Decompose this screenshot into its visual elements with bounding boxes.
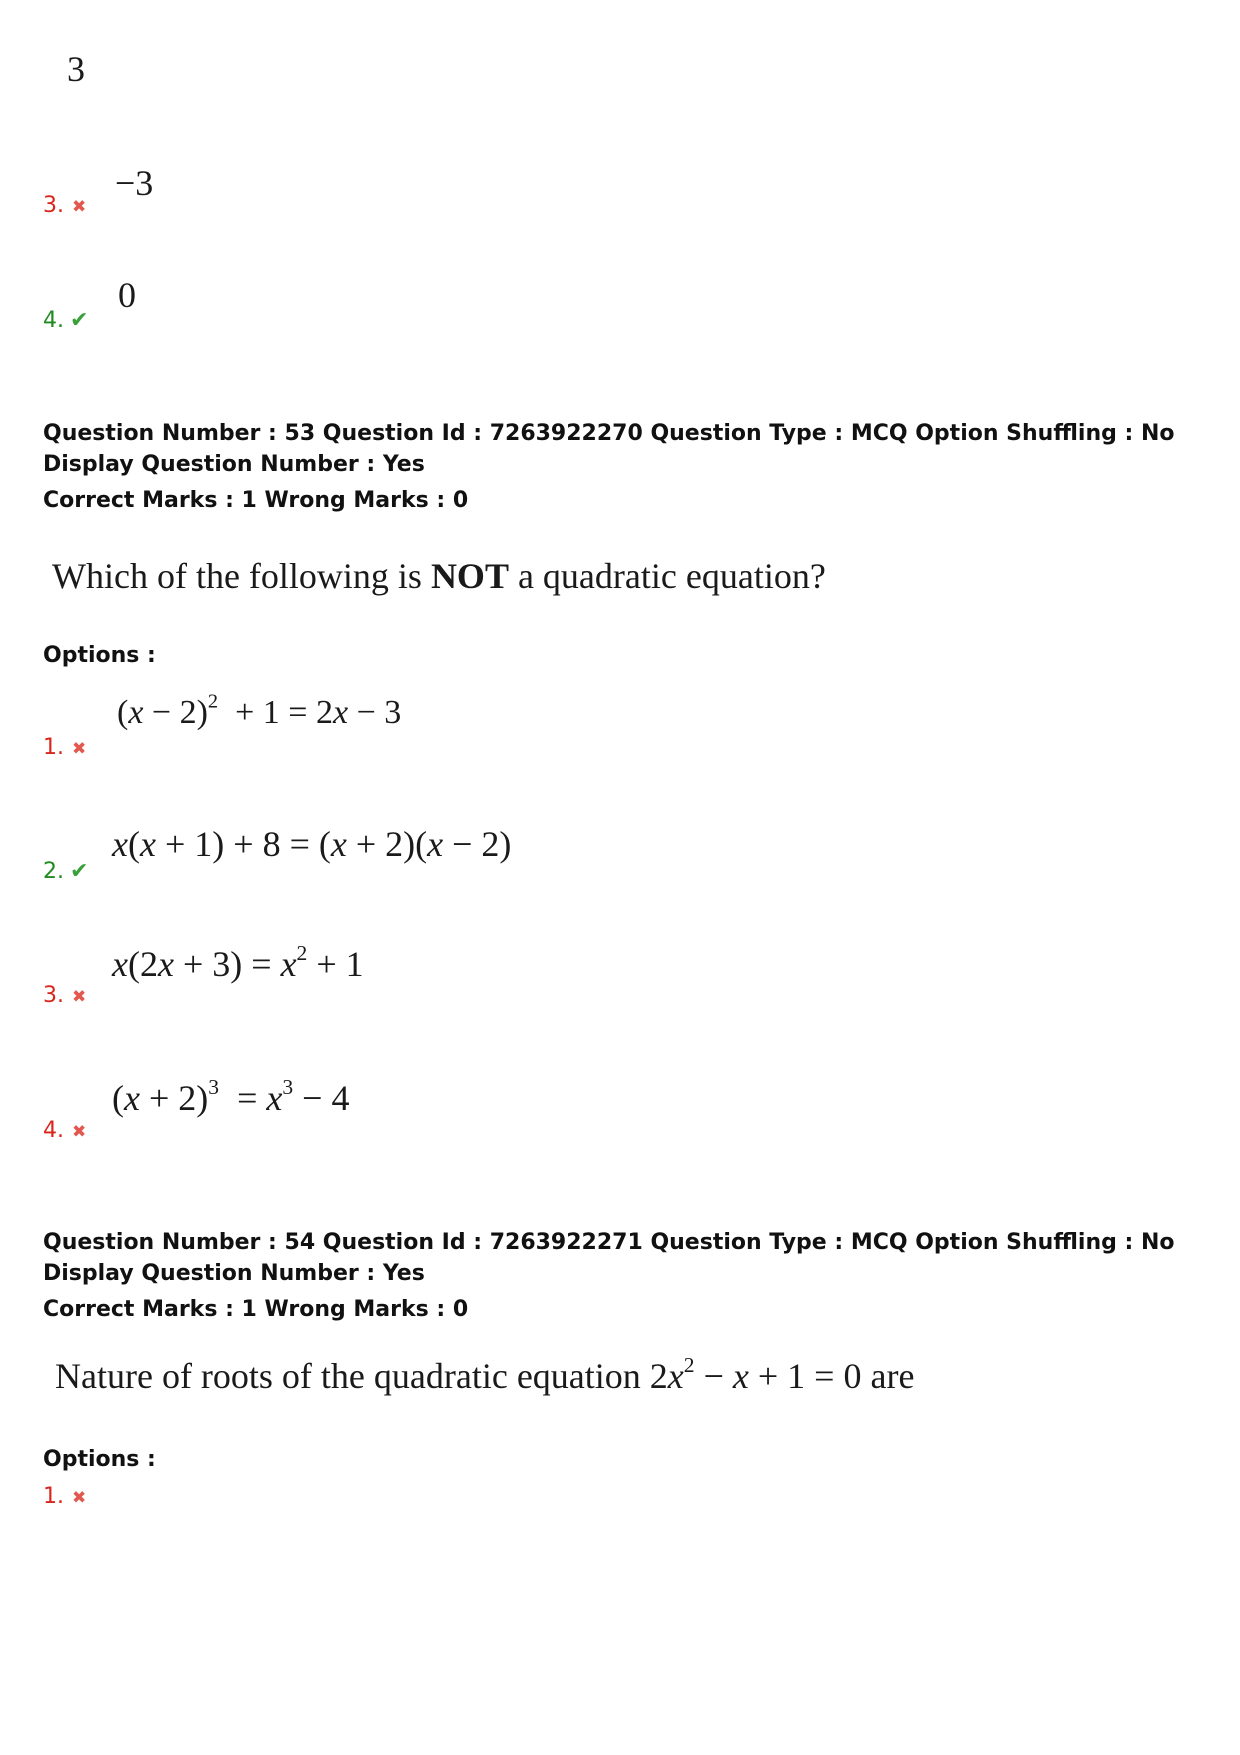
- option-number: 1.: [43, 735, 64, 760]
- option-2-value: 3: [67, 49, 85, 89]
- cross-icon: ✖: [72, 1488, 87, 1508]
- cross-icon: ✖: [72, 739, 87, 759]
- q54-question-text: Nature of roots of the quadratic equation $2x^2 - x + 1 = 0$ are: [55, 1352, 915, 1396]
- q53-meta-line-2: Display Question Number : Yes: [43, 452, 425, 477]
- q54-meta-line-2: Display Question Number : Yes: [43, 1261, 425, 1286]
- q53-option-4-equation: $(x + 2)^3 = x^3 - 4$: [112, 1074, 350, 1118]
- q53-options-label: Options :: [43, 643, 156, 668]
- q53-option-1-marker: [43, 735, 86, 760]
- check-icon: ✔: [70, 859, 89, 884]
- q54-meta-line-1: Question Number : 54 Question Id : 7263922271 Question Type : MCQ Option Shuffling : No: [43, 1230, 1175, 1255]
- option-number: 3.: [43, 983, 64, 1008]
- option-number: 1.: [43, 1484, 64, 1509]
- q54-option-1-marker: [43, 1484, 86, 1509]
- check-icon: ✔: [70, 308, 89, 333]
- q54-meta-line-3: Correct Marks : 1 Wrong Marks : 0: [43, 1297, 469, 1322]
- q54-options-label: Options :: [43, 1447, 156, 1472]
- option-3-value: −3: [115, 163, 154, 203]
- q53-question-text: Which of the following is NOT a quadratic equation?: [52, 556, 826, 596]
- option-number: 2.: [43, 859, 64, 884]
- q53-option-3-marker: [43, 983, 86, 1008]
- option-number: 4.: [43, 308, 64, 333]
- cross-icon: ✖: [72, 197, 87, 217]
- q53-option-4-marker: [43, 1118, 86, 1143]
- q54-equation: $2x^2 - x + 1 = 0$: [649, 1352, 862, 1396]
- q53-meta-line-1: Question Number : 53 Question Id : 7263922270 Question Type : MCQ Option Shuffling : No: [43, 421, 1175, 446]
- option-3-marker: [43, 193, 86, 218]
- cross-icon: ✖: [72, 1122, 87, 1142]
- q53-option-2-equation: x(x + 1) + 8 = (x + 2)(x − 2): [112, 824, 512, 864]
- q53-option-1-equation: $(x - 2)^2 + 1 = 2x - 3$: [117, 690, 402, 731]
- option-number: 3.: [43, 193, 64, 218]
- cross-icon: ✖: [72, 987, 87, 1007]
- option-number: 4.: [43, 1118, 64, 1143]
- option-4-marker: [43, 308, 88, 333]
- q53-option-2-marker: [43, 859, 88, 884]
- q53-meta-line-3: Correct Marks : 1 Wrong Marks : 0: [43, 488, 469, 513]
- q53-option-3-equation: $x(2x + 3) = x^2 + 1$: [112, 940, 364, 984]
- option-4-value: 0: [118, 275, 136, 315]
